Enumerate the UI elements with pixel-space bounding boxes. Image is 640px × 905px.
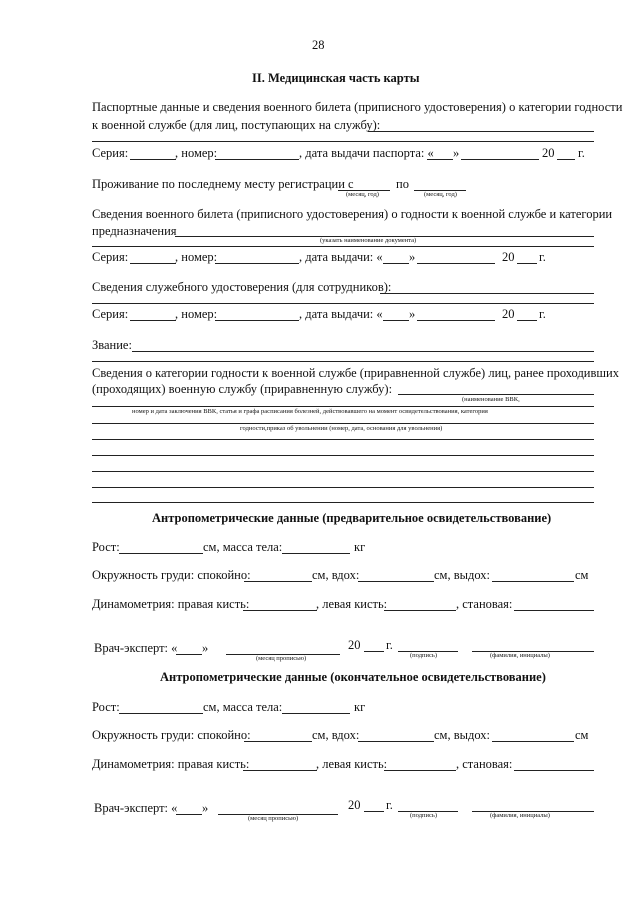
pre-cm-label: см <box>575 568 589 582</box>
final-hint-name: (фамилия, инициалы) <box>490 812 550 819</box>
residence-label: Проживание по последнему месту регистрации с <box>92 177 354 191</box>
fitness-line2: (проходящих) военную службу (приравненную службу): <box>92 382 393 396</box>
residence-hint-to: (месяц, год) <box>424 191 457 198</box>
final-exhale-label: см, выдох: <box>434 728 491 742</box>
service-series-label: Серия: <box>92 307 129 321</box>
pre-doctor-year-label: 20 <box>348 638 361 652</box>
fitness-hint-dismissal: годности,приказ об увольнении (номер, дата, основания для увольнения) <box>240 425 443 432</box>
final-doctor-day-field[interactable] <box>176 814 202 815</box>
service-day-field[interactable] <box>383 320 409 321</box>
residence-hint-from: (месяц, год) <box>346 191 379 198</box>
passport-year-label: 20 <box>542 146 555 160</box>
residence-to-label: по <box>396 177 409 191</box>
military-year-suffix: г. <box>539 250 546 264</box>
passport-year-field[interactable] <box>557 159 575 160</box>
fitness-hint-conclusion: номер и дата заключения ВВК, статья и графа расписания болезней, действовавшего на момент освидетельствования, категория <box>132 408 488 415</box>
military-year-field[interactable] <box>517 263 537 264</box>
fitness-conclusion-field[interactable] <box>92 406 594 407</box>
pre-hint-name: (фамилия, инициалы) <box>490 652 550 659</box>
service-year-field[interactable] <box>517 320 537 321</box>
pre-dyn-stanovaya-field[interactable] <box>514 610 594 611</box>
military-month-field[interactable] <box>417 263 495 264</box>
fitness-category-field[interactable] <box>92 423 594 424</box>
pre-doctor-quote-close: » <box>202 641 209 655</box>
anthro-pre-title: Антропометрические данные (предварительное освидетельствование) <box>152 511 552 525</box>
military-series-label: Серия: <box>92 250 129 264</box>
fitness-vvk-field[interactable] <box>398 394 594 395</box>
pre-left-hand-label: , левая кисть: <box>316 597 388 611</box>
passport-extra-line[interactable] <box>92 141 594 142</box>
final-dyn-left-field[interactable] <box>384 770 456 771</box>
pre-dyn-left-field[interactable] <box>384 610 456 611</box>
pre-doctor-day-field[interactable] <box>176 654 202 655</box>
pre-kg-label: кг <box>354 540 366 554</box>
final-weight-label: см, масса тела: <box>203 700 283 714</box>
military-ticket-hint: (указать наименование документа) <box>320 237 417 244</box>
final-left-hand-label: , левая кисть: <box>316 757 388 771</box>
fitness-line-d[interactable] <box>92 487 594 488</box>
final-chest-exhale-field[interactable] <box>492 741 574 742</box>
pre-inhale-label: см, вдох: <box>312 568 360 582</box>
anthro-final-title: Антропометрические данные (окончательное освидетельствование) <box>160 670 546 684</box>
final-inhale-label: см, вдох: <box>312 728 360 742</box>
page-number: 28 <box>312 38 325 52</box>
pre-chest-inhale-field[interactable] <box>358 581 434 582</box>
military-year-label: 20 <box>502 250 515 264</box>
military-fitness-field[interactable] <box>368 131 594 132</box>
pre-weight-field[interactable] <box>282 553 350 554</box>
service-month-field[interactable] <box>417 320 495 321</box>
service-id-label: Сведения служебного удостоверения (для сотрудников): <box>92 280 392 294</box>
pre-hint-month: (месяц прописью) <box>256 655 307 662</box>
service-series-field[interactable] <box>130 320 176 321</box>
pre-doctor-year-suffix: г. <box>386 638 393 652</box>
service-issue-date-label: , дата выдачи: « <box>299 307 383 321</box>
fitness-line1: Сведения о категории годности к военной службе (приравненной службе) лиц, ранее проходивших <box>92 366 619 380</box>
passport-issue-date-label: , дата выдачи паспорта: « <box>299 146 434 160</box>
final-cm-label: см <box>575 728 589 742</box>
final-doctor-year-label: 20 <box>348 798 361 812</box>
service-quote-close: » <box>409 307 416 321</box>
pre-stanovaya-label: , становая: <box>456 597 513 611</box>
final-chest-label: Окружность груди: спокойно: <box>92 728 251 742</box>
pre-height-label: Рост: <box>92 540 120 554</box>
rank-extra-line[interactable] <box>92 361 594 362</box>
final-chest-rest-field[interactable] <box>244 741 312 742</box>
section-title: II. Медицинская часть карты <box>252 71 420 85</box>
military-series-field[interactable] <box>130 263 176 264</box>
fitness-hint-vvk: (наименование ВВК, <box>462 396 520 403</box>
military-ticket-line1: Сведения военного билета (приписного удостоверения) о годности к военной службе и категории <box>92 207 613 221</box>
service-number-label: , номер: <box>175 307 218 321</box>
final-doctor-label: Врач-эксперт: « <box>94 801 178 815</box>
final-doctor-year-suffix: г. <box>386 798 393 812</box>
final-dyn-label: Динамометрия: правая кисть: <box>92 757 250 771</box>
passport-series-label: Серия: <box>92 146 129 160</box>
passport-month-field[interactable] <box>461 159 539 160</box>
pre-dyn-label: Динамометрия: правая кисть: <box>92 597 250 611</box>
passport-year-suffix: г. <box>578 146 585 160</box>
pre-chest-label: Окружность груди: спокойно: <box>92 568 251 582</box>
pre-exhale-label: см, выдох: <box>434 568 491 582</box>
final-kg-label: кг <box>354 700 366 714</box>
service-year-suffix: г. <box>539 307 546 321</box>
fitness-line-c[interactable] <box>92 471 594 472</box>
passport-day-field[interactable] <box>427 159 453 160</box>
final-stanovaya-label: , становая: <box>456 757 513 771</box>
military-ticket-line2: предназначения <box>92 224 177 238</box>
service-year-label: 20 <box>502 307 515 321</box>
passport-intro-line1: Паспортные данные и сведения военного билета (приписного удостоверения) о категории годности <box>92 100 623 114</box>
fitness-line-b[interactable] <box>92 455 594 456</box>
military-issue-date-label: , дата выдачи: « <box>299 250 383 264</box>
pre-weight-label: см, масса тела: <box>203 540 283 554</box>
pre-doctor-label: Врач-эксперт: « <box>94 641 178 655</box>
service-id-field[interactable] <box>380 293 594 294</box>
final-dyn-stanovaya-field[interactable] <box>514 770 594 771</box>
pre-hint-signature: (подпись) <box>410 652 437 659</box>
service-id-extra-line[interactable] <box>92 303 594 304</box>
pre-height-field[interactable] <box>119 553 203 554</box>
military-day-field[interactable] <box>383 263 409 264</box>
passport-series-field[interactable] <box>130 159 176 160</box>
military-quote-close: » <box>409 250 416 264</box>
military-number-field[interactable] <box>215 263 299 264</box>
passport-intro-line2: к военной службе (для лиц, поступающих на службу): <box>92 118 381 132</box>
final-dyn-right-field[interactable] <box>243 770 317 771</box>
fitness-line-a[interactable] <box>92 439 594 440</box>
pre-chest-exhale-field[interactable] <box>492 581 574 582</box>
passport-number-field[interactable] <box>215 159 299 160</box>
pre-doctor-year-field[interactable] <box>364 651 384 652</box>
final-doctor-year-field[interactable] <box>364 811 384 812</box>
military-number-label: , номер: <box>175 250 218 264</box>
final-hint-signature: (подпись) <box>410 812 437 819</box>
military-ticket-extra-line[interactable] <box>92 246 594 247</box>
pre-dyn-right-field[interactable] <box>243 610 317 611</box>
final-hint-month: (месяц прописью) <box>248 815 299 822</box>
passport-number-label: , номер: <box>175 146 218 160</box>
service-number-field[interactable] <box>215 320 299 321</box>
rank-label: Звание: <box>92 338 132 352</box>
final-chest-inhale-field[interactable] <box>358 741 434 742</box>
pre-chest-rest-field[interactable] <box>244 581 312 582</box>
final-doctor-quote-close: » <box>202 801 209 815</box>
passport-quote-close: » <box>453 146 460 160</box>
fitness-line-e[interactable] <box>92 502 594 503</box>
final-height-field[interactable] <box>119 713 203 714</box>
final-height-label: Рост: <box>92 700 120 714</box>
final-weight-field[interactable] <box>282 713 350 714</box>
rank-field[interactable] <box>132 351 594 352</box>
